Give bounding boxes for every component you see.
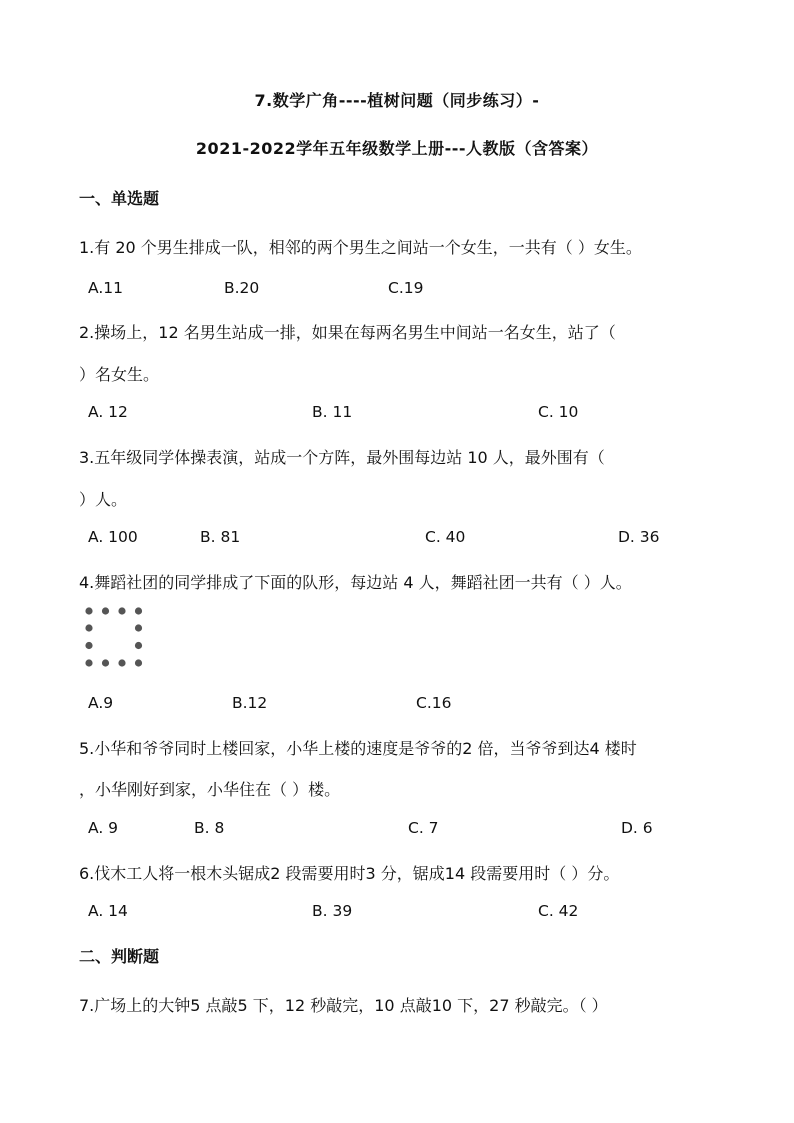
question-6-option-c[interactable]: C. 42 (538, 902, 579, 920)
question-1-text: 1.有 20 个男生排成一队，相邻的两个男生之间站一个女生，一共有（ ）女生。 (79, 238, 642, 257)
question-2-option-b[interactable]: B. 11 (312, 403, 353, 421)
question-5-text-line2: ，小华刚好到家，小华住在（ ）楼。 (79, 780, 341, 799)
question-2-option-a[interactable]: A. 12 (88, 403, 128, 421)
question-3-text-line1: 3.五年级同学体操表演，站成一个方阵，最外围每边站 10 人，最外围有（ (79, 448, 605, 467)
question-2-text-line2: ）名女生。 (79, 365, 160, 384)
question-2-text-line1: 2.操场上，12 名男生站成一排，如果在每两名男生中间站一名女生，站了（ (79, 323, 616, 342)
question-4-text: 4.舞蹈社团的同学排成了下面的队形，每边站 4 人，舞蹈社团一共有（ ）人。 (79, 573, 632, 592)
question-3-option-b[interactable]: B. 81 (200, 528, 241, 546)
question-5-option-c[interactable]: C. 7 (408, 819, 439, 837)
document-title-line1: 7.数学广角----植树问题（同步练习）- (254, 91, 540, 110)
question-4-option-b[interactable]: B.12 (232, 694, 268, 712)
question-3-option-d[interactable]: D. 36 (618, 528, 660, 546)
question-5-text-line1: 5.小华和爷爷同时上楼回家，小华上楼的速度是爷爷的2 倍，当爷爷到达4 楼时 (79, 739, 637, 758)
question-1-option-b[interactable]: B.20 (224, 279, 260, 297)
question-5-option-d[interactable]: D. 6 (621, 819, 653, 837)
question-2-option-c[interactable]: C. 10 (538, 403, 579, 421)
question-1-option-a[interactable]: A.11 (88, 279, 123, 297)
question-7-text: 7.广场上的大钟5 点敲5 下，12 秒敲完，10 点敲10 下，27 秒敲完。（ ） (79, 996, 608, 1015)
section-heading-true-false: 二、判断题 (79, 947, 160, 966)
question-5-option-b[interactable]: B. 8 (194, 819, 225, 837)
section-heading-single-choice: 一、单选题 (79, 189, 160, 208)
question-1-option-c[interactable]: C.19 (388, 279, 424, 297)
question-4-option-a[interactable]: A.9 (88, 694, 114, 712)
question-3-option-a[interactable]: A. 100 (88, 528, 138, 546)
question-4-option-c[interactable]: C.16 (416, 694, 452, 712)
question-3-option-c[interactable]: C. 40 (425, 528, 466, 546)
question-5-option-a[interactable]: A. 9 (88, 819, 119, 837)
question-6-option-a[interactable]: A. 14 (88, 902, 128, 920)
question-6-text: 6.伐木工人将一根木头锯成2 段需要用时3 分，锯成14 段需要用时（ ）分。 (79, 864, 620, 883)
document-title-line2: 2021-2022学年五年级数学上册---人教版（含答案） (195, 139, 599, 158)
dot-square-formation-icon (84, 606, 144, 668)
question-6-option-b[interactable]: B. 39 (312, 902, 353, 920)
question-3-text-line2: ）人。 (79, 490, 128, 509)
